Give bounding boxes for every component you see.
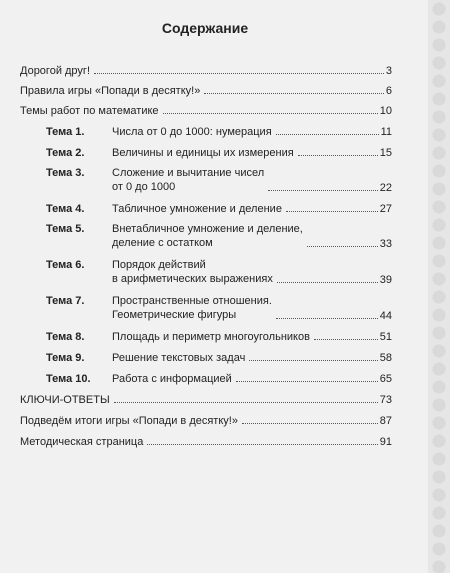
- theme-number: Тема 7.: [46, 295, 85, 307]
- toc-entry-label: Табличное умножение и деление: [112, 203, 282, 215]
- toc-entry: [20, 348, 392, 364]
- toc-entry: [20, 411, 392, 427]
- toc-entry: [20, 61, 392, 77]
- toc-entry: [20, 101, 392, 117]
- toc-entry-label: Работа с информацией: [112, 373, 232, 385]
- toc-page-number: 6: [385, 85, 392, 97]
- toc-entry: [20, 292, 392, 322]
- leader-dots: [276, 134, 379, 135]
- leader-dots: [268, 190, 378, 191]
- leader-dots: [298, 155, 378, 156]
- toc-entry: [20, 199, 392, 215]
- toc-entry-label: Методическая страница: [20, 436, 144, 448]
- leader-dots: [94, 73, 384, 74]
- toc-entry: [20, 256, 392, 286]
- theme-number: Тема 9.: [46, 352, 85, 364]
- theme-number: Тема 2.: [46, 147, 85, 159]
- leader-dots: [286, 211, 378, 212]
- leader-dots: [147, 444, 377, 445]
- toc-entry: [20, 369, 392, 385]
- toc-page-number: 3: [385, 65, 392, 77]
- leader-dots: [114, 402, 378, 403]
- toc-page-number: 15: [379, 147, 392, 159]
- toc-page-number: 33: [379, 238, 392, 250]
- toc-page-number: 91: [379, 436, 392, 448]
- toc-entry-label-continued: деление с остатком: [112, 237, 213, 249]
- toc-entry-label: Подведём итоги игры «Попади в десятку!»: [20, 415, 238, 427]
- toc-entry-label: Темы работ по математике: [20, 105, 159, 117]
- toc-entry: [20, 390, 392, 406]
- toc-entry-label: Внетабличное умножение и деление,: [112, 223, 303, 235]
- toc-entry: [20, 220, 392, 250]
- toc-page-number: 87: [379, 415, 392, 427]
- toc-entry: [20, 143, 392, 159]
- toc-entry-label: Пространственные отношения.: [112, 295, 272, 307]
- toc-entry: [20, 81, 392, 97]
- toc-entry: [20, 327, 392, 343]
- toc-entry-label: Дорогой друг!: [20, 65, 90, 77]
- toc-entry-label: Решение текстовых задач: [112, 352, 246, 364]
- toc-entry-label: Площадь и периметр многоугольников: [112, 331, 310, 343]
- theme-number: Тема 8.: [46, 331, 85, 343]
- leader-dots: [236, 381, 378, 382]
- toc-entry-label: Числа от 0 до 1000: нумерация: [112, 126, 272, 138]
- theme-number: Тема 4.: [46, 203, 85, 215]
- theme-number: Тема 10.: [46, 373, 91, 385]
- theme-number: Тема 5.: [46, 223, 85, 235]
- theme-number: Тема 3.: [46, 167, 85, 179]
- toc-page-number: 58: [379, 352, 392, 364]
- leader-dots: [242, 423, 378, 424]
- toc-page-number: 27: [379, 203, 392, 215]
- toc-entry: [20, 164, 392, 194]
- toc-entry-label: Правила игры «Попади в десятку!»: [20, 85, 201, 97]
- toc-entry-label-continued: от 0 до 1000: [112, 181, 176, 193]
- toc-page-number: 10: [379, 105, 392, 117]
- leader-dots: [204, 93, 384, 94]
- decorative-lace-border: [428, 0, 450, 573]
- toc-page-number: 22: [379, 182, 392, 194]
- toc-entry-label-continued: Геометрические фигуры: [112, 309, 237, 321]
- toc-entry-label: Величины и единицы их измерения: [112, 147, 294, 159]
- theme-number: Тема 1.: [46, 126, 85, 138]
- leader-dots: [307, 246, 378, 247]
- toc-entry-label: Порядок действий: [112, 259, 206, 271]
- leader-dots: [163, 113, 378, 114]
- toc-entry-label-continued: в арифметических выражениях: [112, 273, 273, 285]
- toc-page-number: 39: [379, 274, 392, 286]
- toc-page-number: 65: [379, 373, 392, 385]
- theme-number: Тема 6.: [46, 259, 85, 271]
- leader-dots: [277, 282, 378, 283]
- toc-entry: [20, 432, 392, 448]
- toc-entry: [20, 122, 392, 138]
- toc-entry-label: Сложение и вычитание чисел: [112, 167, 265, 179]
- table-of-contents: [20, 61, 392, 448]
- leader-dots: [314, 339, 378, 340]
- toc-page-number: 73: [379, 394, 392, 406]
- toc-page-number: 44: [379, 310, 392, 322]
- toc-entry-label: КЛЮЧИ-ОТВЕТЫ: [20, 394, 110, 406]
- leader-dots: [249, 360, 377, 361]
- toc-page-number: 11: [380, 126, 392, 138]
- page-title: Содержание: [161, 20, 249, 36]
- leader-dots: [276, 318, 378, 319]
- toc-page-number: 51: [379, 331, 392, 343]
